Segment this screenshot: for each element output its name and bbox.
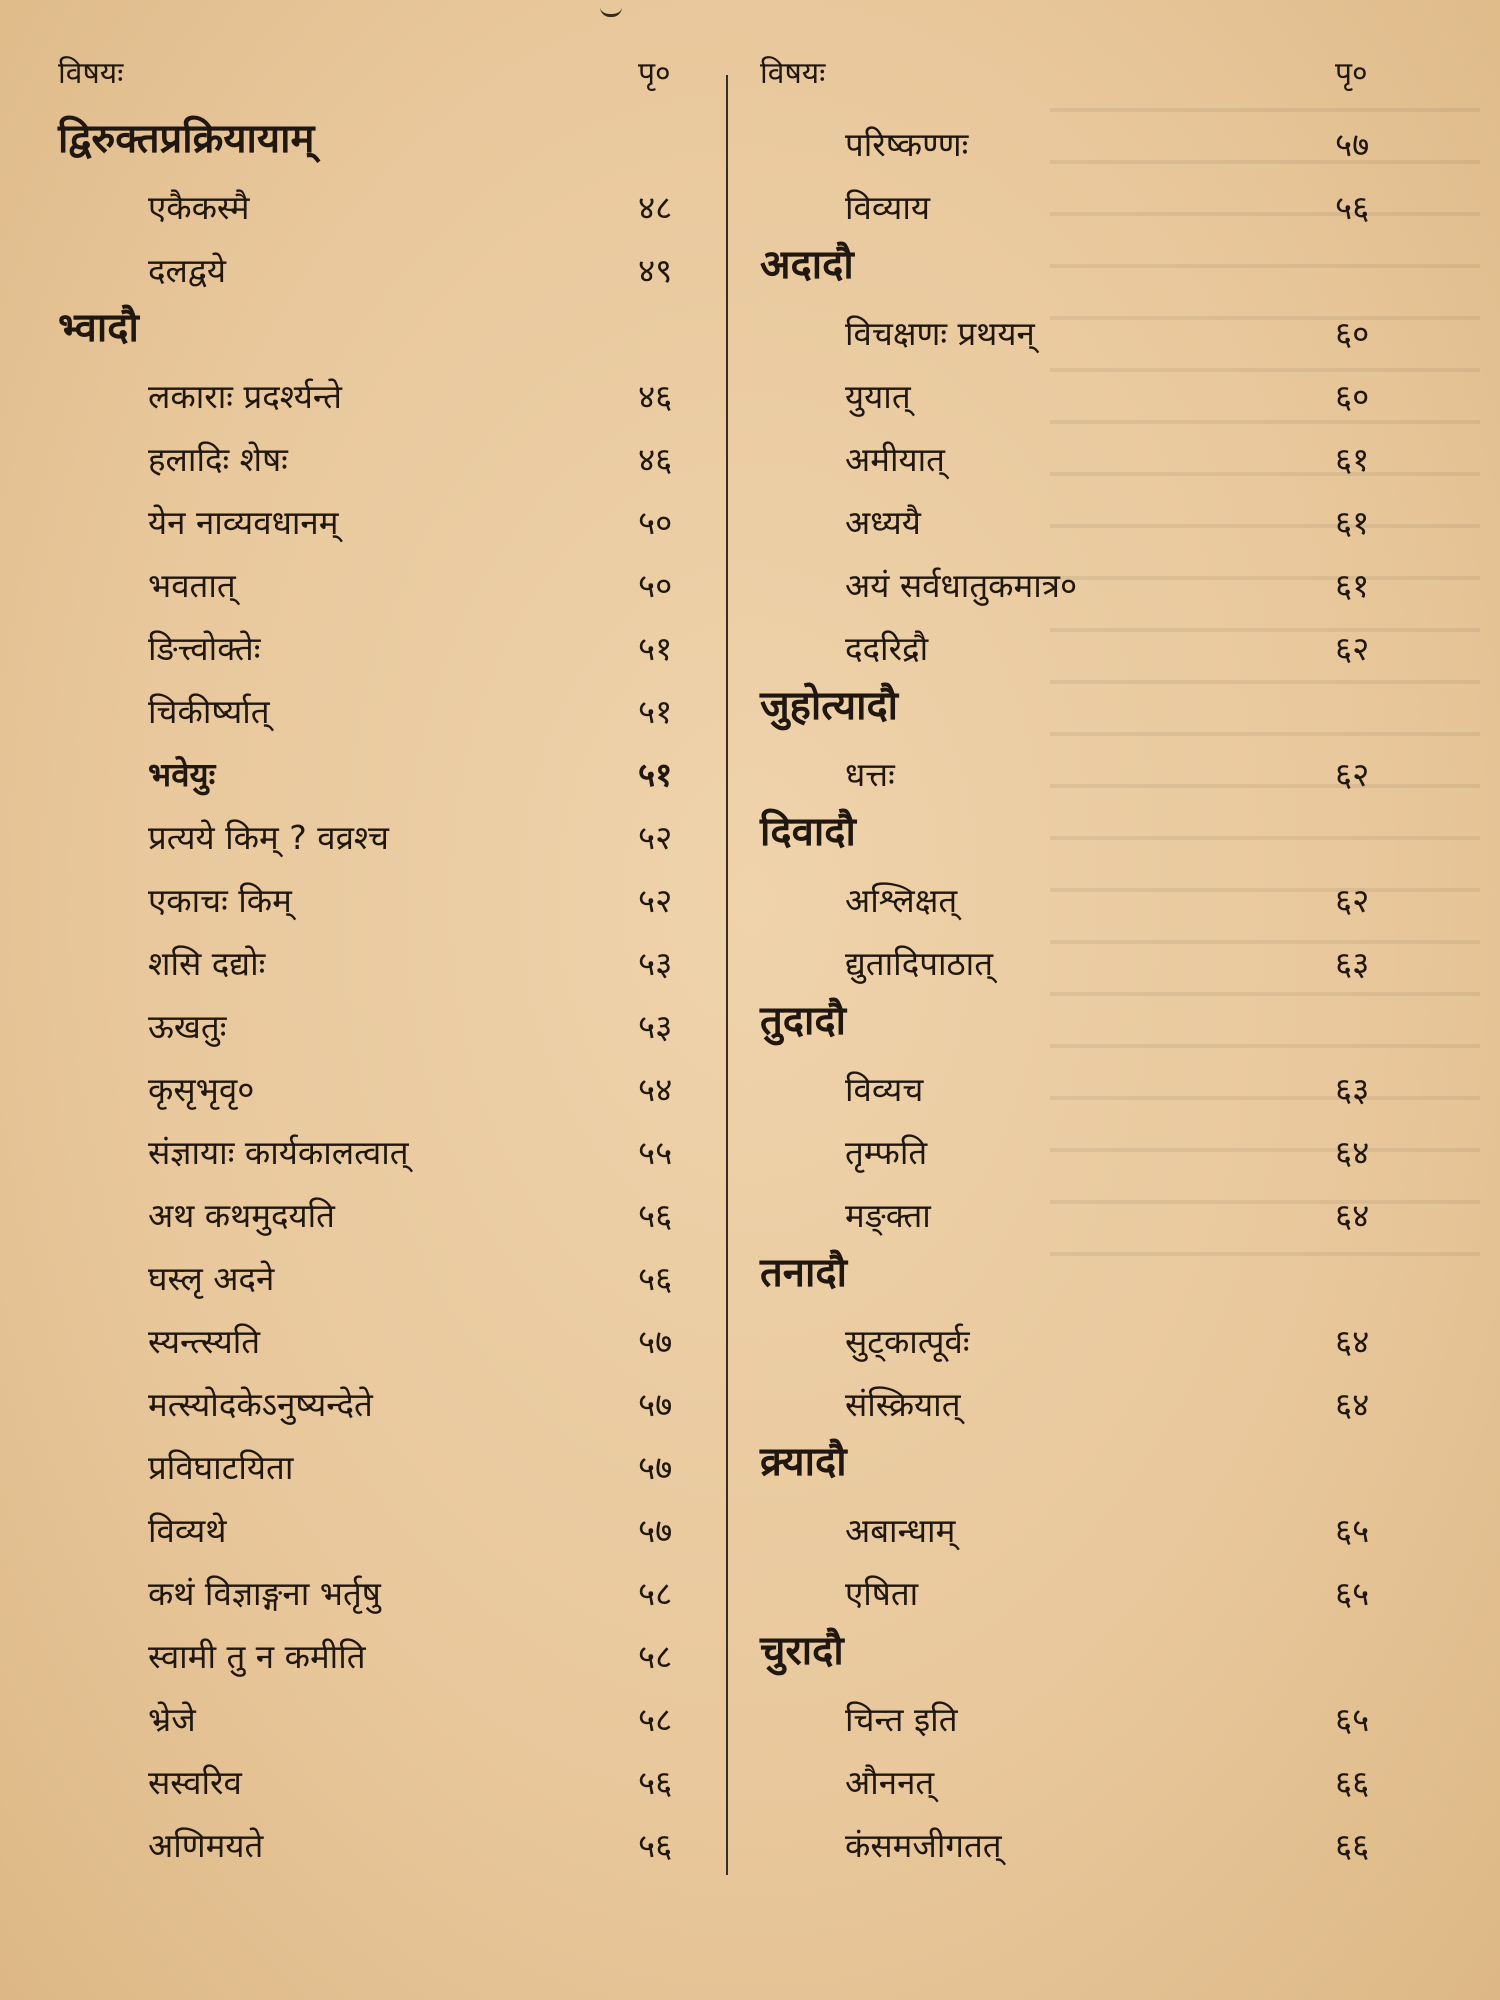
- index-entry: [760, 1812, 1420, 1875]
- index-entry: [58, 1434, 708, 1497]
- index-entry: [760, 930, 1420, 993]
- entry-page-number: ५२: [638, 818, 673, 857]
- entry-text: एकाचः किम्: [148, 881, 292, 920]
- entry-text: विचक्षणः प्रथयन्: [845, 314, 1035, 353]
- entry-text: ङित्त्वोक्तेः: [148, 629, 261, 668]
- index-section-heading: [760, 1245, 1420, 1308]
- entry-text: भवेयुः: [148, 755, 216, 794]
- index-entry: [760, 1749, 1420, 1812]
- entry-page-number: ५०: [638, 503, 673, 542]
- entry-page-number: ६५: [1335, 1700, 1370, 1739]
- entry-page-number: ६०: [1335, 314, 1370, 353]
- index-entry: [58, 174, 708, 237]
- index-entry: [58, 237, 708, 300]
- entry-page-number: ५६: [638, 1763, 673, 1802]
- index-entry: [58, 1245, 708, 1308]
- entry-text: चिकीर्ष्यात्: [148, 692, 270, 731]
- entry-page-number: ५८: [638, 1700, 673, 1739]
- entry-text: कृसृभृवृ०: [148, 1070, 255, 1109]
- index-entry: [58, 1749, 708, 1812]
- entry-text: लकाराः प्रदर्श्यन्ते: [148, 377, 342, 416]
- index-entry: [58, 741, 708, 804]
- entry-page-number: ५६: [638, 1196, 673, 1235]
- header-subject-label: विषयः: [760, 56, 826, 91]
- entry-page-number: ६२: [1335, 629, 1370, 668]
- entry-page-number: ५७: [1335, 125, 1370, 164]
- entry-text: स्वामी तु न कमीति: [148, 1637, 366, 1676]
- index-section-heading: [760, 678, 1420, 741]
- entry-page-number: ६१: [1335, 440, 1370, 479]
- entry-text: तृम्फति: [845, 1133, 928, 1172]
- index-entry: [58, 363, 708, 426]
- right-index-column: [760, 48, 1420, 1875]
- entry-text: सस्वरिव: [148, 1763, 242, 1802]
- index-entry: [760, 1371, 1420, 1434]
- entry-page-number: ५१: [638, 755, 673, 794]
- index-entry: [760, 489, 1420, 552]
- section-title: जुहोत्यादौ: [760, 683, 899, 729]
- entry-text: घस्लृ अदने: [148, 1259, 275, 1298]
- index-entry: [58, 678, 708, 741]
- entry-page-number: ६५: [1335, 1574, 1370, 1613]
- entry-text: युयात्: [845, 377, 911, 416]
- index-entry: [760, 1308, 1420, 1371]
- index-section-heading: [760, 804, 1420, 867]
- section-title: तुदादौ: [760, 998, 846, 1044]
- left-index-column: [58, 48, 708, 1875]
- index-section-heading: [58, 300, 708, 363]
- index-entry: [58, 1056, 708, 1119]
- header-subject-label: विषयः: [58, 56, 124, 91]
- index-entry: [58, 993, 708, 1056]
- section-title: अदादौ: [760, 242, 854, 288]
- index-entry: [760, 1056, 1420, 1119]
- index-entry: [760, 426, 1420, 489]
- entry-page-number: ६६: [1335, 1763, 1370, 1802]
- column-divider: [726, 75, 728, 1875]
- entry-page-number: ४९: [638, 251, 673, 290]
- entry-page-number: ५३: [638, 944, 673, 983]
- index-entry: [760, 615, 1420, 678]
- index-entry: [58, 1497, 708, 1560]
- header-page-label: पृ०: [638, 56, 671, 91]
- section-title: चुरादौ: [760, 1628, 844, 1674]
- entry-text: द्युतादिपाठात्: [845, 944, 994, 983]
- index-entry: [58, 804, 708, 867]
- index-entry: [760, 1119, 1420, 1182]
- index-entry: [760, 363, 1420, 426]
- entry-text: भ्रेजे: [148, 1700, 196, 1739]
- entry-text: संस्क्रियात्: [845, 1385, 961, 1424]
- entry-text: कंसमजीगतत्: [845, 1826, 1002, 1865]
- index-entry: [760, 1497, 1420, 1560]
- entry-page-number: ६४: [1335, 1133, 1370, 1172]
- entry-text: एकैकस्मै: [148, 188, 250, 227]
- index-section-heading: [760, 237, 1420, 300]
- index-entry: [760, 300, 1420, 363]
- page-top-mark: [600, 0, 622, 17]
- entry-page-number: ५४: [638, 1070, 673, 1109]
- entry-text: अमीयात्: [845, 440, 945, 479]
- entry-page-number: ४८: [638, 188, 673, 227]
- index-entry: [58, 1371, 708, 1434]
- entry-page-number: ५१: [638, 692, 673, 731]
- index-entry: [58, 867, 708, 930]
- entry-page-number: ६१: [1335, 503, 1370, 542]
- section-title: दिवादौ: [760, 809, 856, 855]
- entry-text: चिन्त इति: [845, 1700, 958, 1739]
- index-entry: [760, 552, 1420, 615]
- entry-text: अथ कथमुदयति: [148, 1196, 335, 1235]
- index-entry: [58, 930, 708, 993]
- entry-page-number: ६१: [1335, 566, 1370, 605]
- entry-page-number: ४६: [638, 440, 673, 479]
- entry-text: प्रत्यये किम् ? वव्रश्च: [148, 818, 389, 857]
- index-entry: [58, 1308, 708, 1371]
- entry-text: अयं सर्वधातुकमात्र०: [845, 566, 1078, 605]
- index-section-heading: [58, 111, 708, 174]
- entry-text: ददरिद्रौ: [845, 629, 929, 668]
- index-entry: [760, 1560, 1420, 1623]
- index-entry: [58, 1182, 708, 1245]
- entry-text: विव्याय: [845, 188, 931, 227]
- entry-page-number: ५६: [638, 1259, 673, 1298]
- entry-text: हलादिः शेषः: [148, 440, 288, 479]
- column-header: [58, 48, 708, 111]
- section-title: द्विरुक्तप्रक्रियायाम्: [58, 116, 315, 162]
- entry-text: ऊखतुः: [148, 1007, 227, 1046]
- index-entry: [760, 111, 1420, 174]
- index-entry: [760, 1686, 1420, 1749]
- entry-page-number: ६०: [1335, 377, 1370, 416]
- entry-text: संज्ञायाः कार्यकालत्वात्: [148, 1133, 409, 1172]
- entry-page-number: ६५: [1335, 1511, 1370, 1550]
- entry-page-number: ६२: [1335, 881, 1370, 920]
- index-section-heading: [760, 1623, 1420, 1686]
- entry-text: कथं विज्ञाङ्गना भर्तृषु: [148, 1574, 381, 1613]
- index-entry: [58, 615, 708, 678]
- entry-page-number: ६४: [1335, 1196, 1370, 1235]
- entry-text: अश्लिक्षत्: [845, 881, 958, 920]
- index-entry: [58, 426, 708, 489]
- index-entry: [58, 1119, 708, 1182]
- entry-text: परिष्कण्णः: [845, 125, 969, 164]
- header-page-label: पृ०: [1335, 56, 1368, 91]
- entry-page-number: ६३: [1335, 944, 1370, 983]
- entry-page-number: ५३: [638, 1007, 673, 1046]
- entry-text: धत्तः: [845, 755, 895, 794]
- entry-text: अबान्धाम्: [845, 1511, 956, 1550]
- entry-page-number: ५७: [638, 1511, 673, 1550]
- entry-page-number: ५८: [638, 1574, 673, 1613]
- entry-text: विव्यथे: [148, 1511, 227, 1550]
- entry-page-number: ५६: [638, 1826, 673, 1865]
- index-entry: [58, 1812, 708, 1875]
- index-entry: [760, 1182, 1420, 1245]
- entry-page-number: ६४: [1335, 1385, 1370, 1424]
- section-title: तनादौ: [760, 1250, 847, 1296]
- entry-text: विव्यच: [845, 1070, 924, 1109]
- entry-text: दलद्वये: [148, 251, 227, 290]
- index-entry: [58, 489, 708, 552]
- entry-page-number: ५७: [638, 1385, 673, 1424]
- entry-page-number: ६२: [1335, 755, 1370, 794]
- entry-text: शसि दद्योः: [148, 944, 266, 983]
- entry-page-number: ५१: [638, 629, 673, 668]
- index-entry: [58, 1560, 708, 1623]
- index-entry: [760, 867, 1420, 930]
- entry-text: मङ्क्ता: [845, 1196, 931, 1235]
- section-title: भ्वादौ: [58, 305, 139, 351]
- entry-text: प्रविघाटयिता: [148, 1448, 294, 1487]
- index-entry: [58, 552, 708, 615]
- entry-page-number: ५८: [638, 1637, 673, 1676]
- entry-text: एषिता: [845, 1574, 919, 1613]
- index-entry: [58, 1623, 708, 1686]
- entry-page-number: ५०: [638, 566, 673, 605]
- entry-text: औननत्: [845, 1763, 935, 1802]
- entry-text: सुट्कात्पूर्वः: [845, 1322, 970, 1361]
- entry-text: अणिमयते: [148, 1826, 264, 1865]
- entry-page-number: ५७: [638, 1448, 673, 1487]
- column-header: [760, 48, 1420, 111]
- index-entry: [760, 741, 1420, 804]
- entry-page-number: ५५: [638, 1133, 673, 1172]
- index-section-heading: [760, 1434, 1420, 1497]
- entry-page-number: ६४: [1335, 1322, 1370, 1361]
- section-title: क्र्यादौ: [760, 1439, 847, 1485]
- entry-text: मत्स्योदकेऽनुष्यन्देते: [148, 1385, 373, 1424]
- entry-text: स्यन्त्स्यति: [148, 1322, 261, 1361]
- entry-text: अध्ययै: [845, 503, 921, 542]
- index-entry: [760, 174, 1420, 237]
- entry-text: येन नाव्यवधानम्: [148, 503, 339, 542]
- entry-page-number: ५६: [1335, 188, 1370, 227]
- entry-page-number: ६३: [1335, 1070, 1370, 1109]
- entry-text: भवतात्: [148, 566, 236, 605]
- entry-page-number: ६६: [1335, 1826, 1370, 1865]
- index-section-heading: [760, 993, 1420, 1056]
- index-entry: [58, 1686, 708, 1749]
- entry-page-number: ५७: [638, 1322, 673, 1361]
- entry-page-number: ४६: [638, 377, 673, 416]
- entry-page-number: ५२: [638, 881, 673, 920]
